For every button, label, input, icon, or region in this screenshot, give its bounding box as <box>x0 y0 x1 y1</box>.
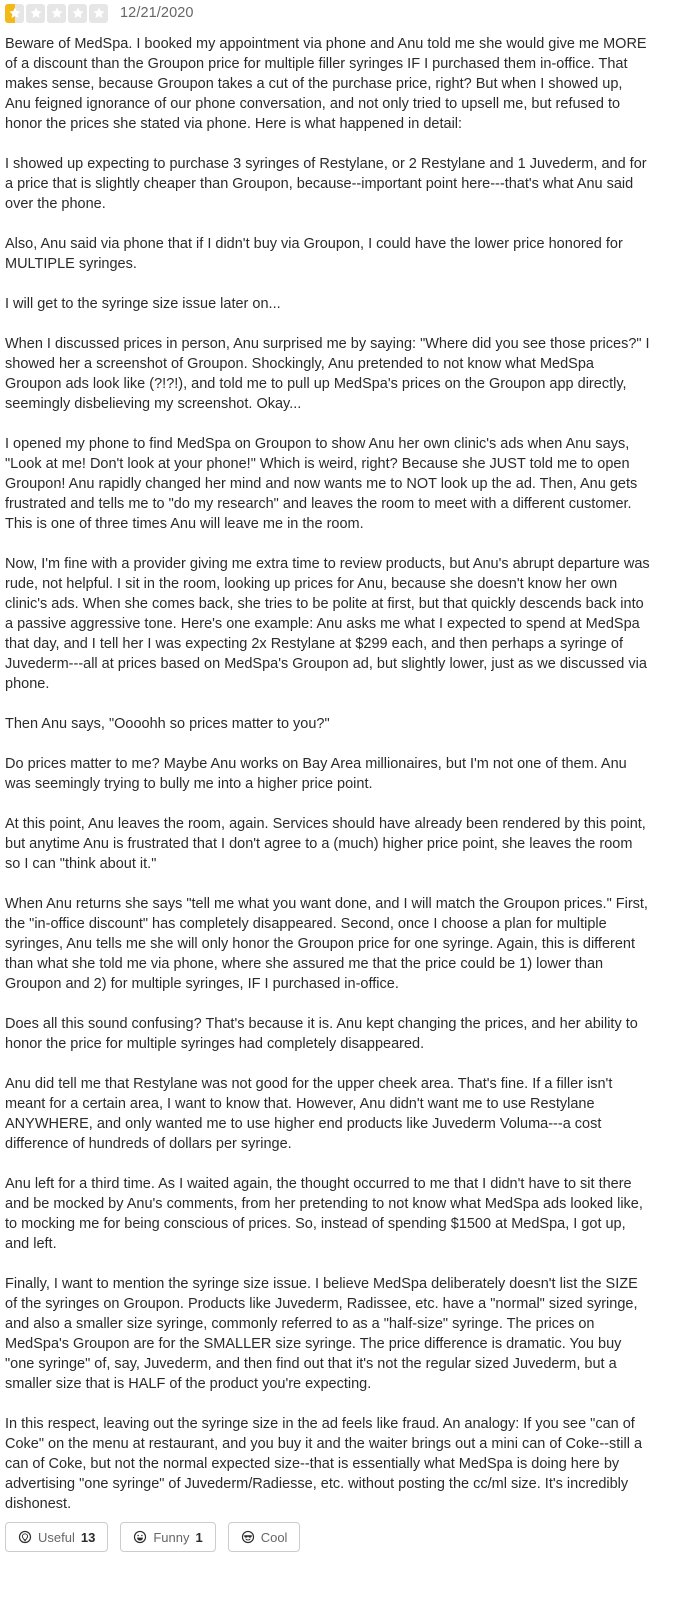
useful-icon <box>18 1530 32 1544</box>
star-icon <box>89 4 108 23</box>
funny-icon <box>133 1530 147 1544</box>
review-paragraph: Now, I'm fine with a provider giving me extra time to review products, but Anu's abrupt departure was rude, not helpful. I sit in the room, looking up prices for Anu, because she doesn't know her own clinic's ads. When she comes back, she tries to be polite at first, but that quickly descends back into a passive aggressive tone. Here's one example: Anu asks me what I expected to spend at MedSpa that day, and I tell her I was expecting 2x Restylane at $299 each, and then perhaps a syringe of Juvederm---all at prices based on MedSpa's Groupon ad, but slightly lower, just as we discussed via phone. <box>5 556 650 692</box>
star-icon <box>26 4 45 23</box>
review-paragraph: Finally, I want to mention the syringe size issue. I believe MedSpa deliberately doesn't list the SIZE of the syringes on Groupon. Products like Juvederm, Radissee, etc. have a "normal" sized syringe, and also a smaller size syringe, commonly referred to as a "half-size" syringe. The prices on MedSpa's Groupon are for the SMALLER size syringe. The price difference is dramatic. You buy "one syringe" of, say, Juvederm, and then find out that it's not the regular sized Juvederm, but a smaller size that is HALF of the product you're expecting. <box>5 1276 638 1392</box>
review-paragraph: I opened my phone to find MedSpa on Groupon to show Anu her own clinic's ads when Anu says, "Look at me! Don't look at your phone!" Which is weird, right? Because she JUST told me to open Groupon! Anu rapidly changed her mind and now wants me to NOT look up the ad. Then, Anu gets frustrated and tells me to "do my research" and leaves the room to meet with a different customer. This is one of three times Anu will leave me in the room. <box>5 436 638 532</box>
cool-icon <box>241 1530 255 1544</box>
star-rating <box>5 4 108 23</box>
star-icon <box>5 4 24 23</box>
review-paragraph: When Anu returns she says "tell me what you want done, and I will match the Groupon prices." First, the "in-office discount" has completely disappeared. Second, once I choose a plan for multiple syringes, Anu tells me she will only honor the Groupon price for one syringe. Again, this is different than what she told me via phone, where she assured me that the price could be 1) lower than Groupon and 2) for multiple syringes, IF I purchased in-office. <box>5 896 648 992</box>
review <box>5 0 651 1514</box>
funny-button[interactable] <box>120 1522 215 1552</box>
review-paragraph: Also, Anu said via phone that if I didn't buy via Groupon, I could have the lower price honored for MULTIPLE syringes. <box>5 236 623 272</box>
review-date: 12/21/2020 <box>120 5 194 21</box>
review-header <box>5 0 651 26</box>
review-paragraph: Do prices matter to me? Maybe Anu works on Bay Area millionaires, but I'm not one of them. Anu was seemingly trying to bully me into a higher price point. <box>5 756 627 792</box>
useful-button[interactable] <box>5 1522 108 1552</box>
funny-count: 1 <box>195 1529 203 1545</box>
review-paragraph: I showed up expecting to purchase 3 syringes of Restylane, or 2 Restylane and 1 Juvederm, and for a price that is slightly cheaper than Groupon, because--important point here---that's what Anu said over the phone. <box>5 156 647 212</box>
star-icon <box>47 4 66 23</box>
star-icon <box>68 4 87 23</box>
review-paragraph: I will get to the syringe size issue later on... <box>5 296 281 312</box>
review-paragraph: Anu did tell me that Restylane was not good for the upper cheek area. That's fine. If a filler isn't meant for a certain area, I want to know that. However, Anu didn't want me to use Restylane ANYWHERE, and only wanted me to use higher end products like Juvederm Voluma---a cost difference of hundreds of dollars per syringe. <box>5 1076 613 1152</box>
review-paragraph: Anu left for a third time. As I waited again, the thought occurred to me that I didn't have to sit there and be mocked by Anu's comments, from her pretending to not know what MedSpa ads looked like, to mocking me for being conscious of prices. So, instead of spending $1500 at MedSpa, I got up, and left. <box>5 1176 643 1252</box>
review-actions <box>5 1522 300 1552</box>
review-text <box>5 34 651 1514</box>
review-paragraph: At this point, Anu leaves the room, again. Services should have already been rendered by this point, but anytime Anu is frustrated that I don't agree to a (much) higher price point, she leaves the room so I can "think about it." <box>5 816 646 872</box>
funny-label: Funny <box>153 1529 190 1545</box>
useful-count: 13 <box>80 1529 96 1545</box>
review-paragraph: Then Anu says, "Oooohh so prices matter to you?" <box>5 716 330 732</box>
cool-label: Cool <box>260 1529 288 1545</box>
review-paragraph: Beware of MedSpa. I booked my appointment via phone and Anu told me she would give me MORE of a discount than the Groupon price for multiple filler syringes IF I purchased them in-office. That makes sense, because Groupon takes a cut of the purchase price, right? But when I showed up, Anu feigned ignorance of our phone conversation, and not only tried to upsell me, but refused to honor the prices she stated via phone. Here is what happened in detail: <box>5 36 647 132</box>
useful-label: Useful <box>38 1529 75 1545</box>
review-paragraph: When I discussed prices in person, Anu surprised me by saying: "Where did you see those prices?" I showed her a screenshot of Groupon. Shockingly, Anu pretended to not know what MedSpa Groupon ads look like (?!?!), and told me to pull up MedSpa's prices on the Groupon app directly, seemingly disbelieving my screenshot. Okay... <box>5 336 650 412</box>
review-paragraph: Does all this sound confusing? That's because it is. Anu kept changing the prices, and her ability to honor the price for multiple syringes had completely disappeared. <box>5 1016 638 1052</box>
cool-button[interactable] <box>228 1522 301 1552</box>
review-paragraph: In this respect, leaving out the syringe size in the ad feels like fraud. An analogy: If you see "can of Coke" on the menu at restaurant, and you buy it and the waiter brings out a mini can of Coke--still a can of Coke, but not the normal expected size--that is essentially what MedSpa is doing here by advertising "one syringe" of Juvederm/Radiesse, etc. without posting the cc/ml size. It's incredibly dishonest. <box>5 1416 643 1512</box>
